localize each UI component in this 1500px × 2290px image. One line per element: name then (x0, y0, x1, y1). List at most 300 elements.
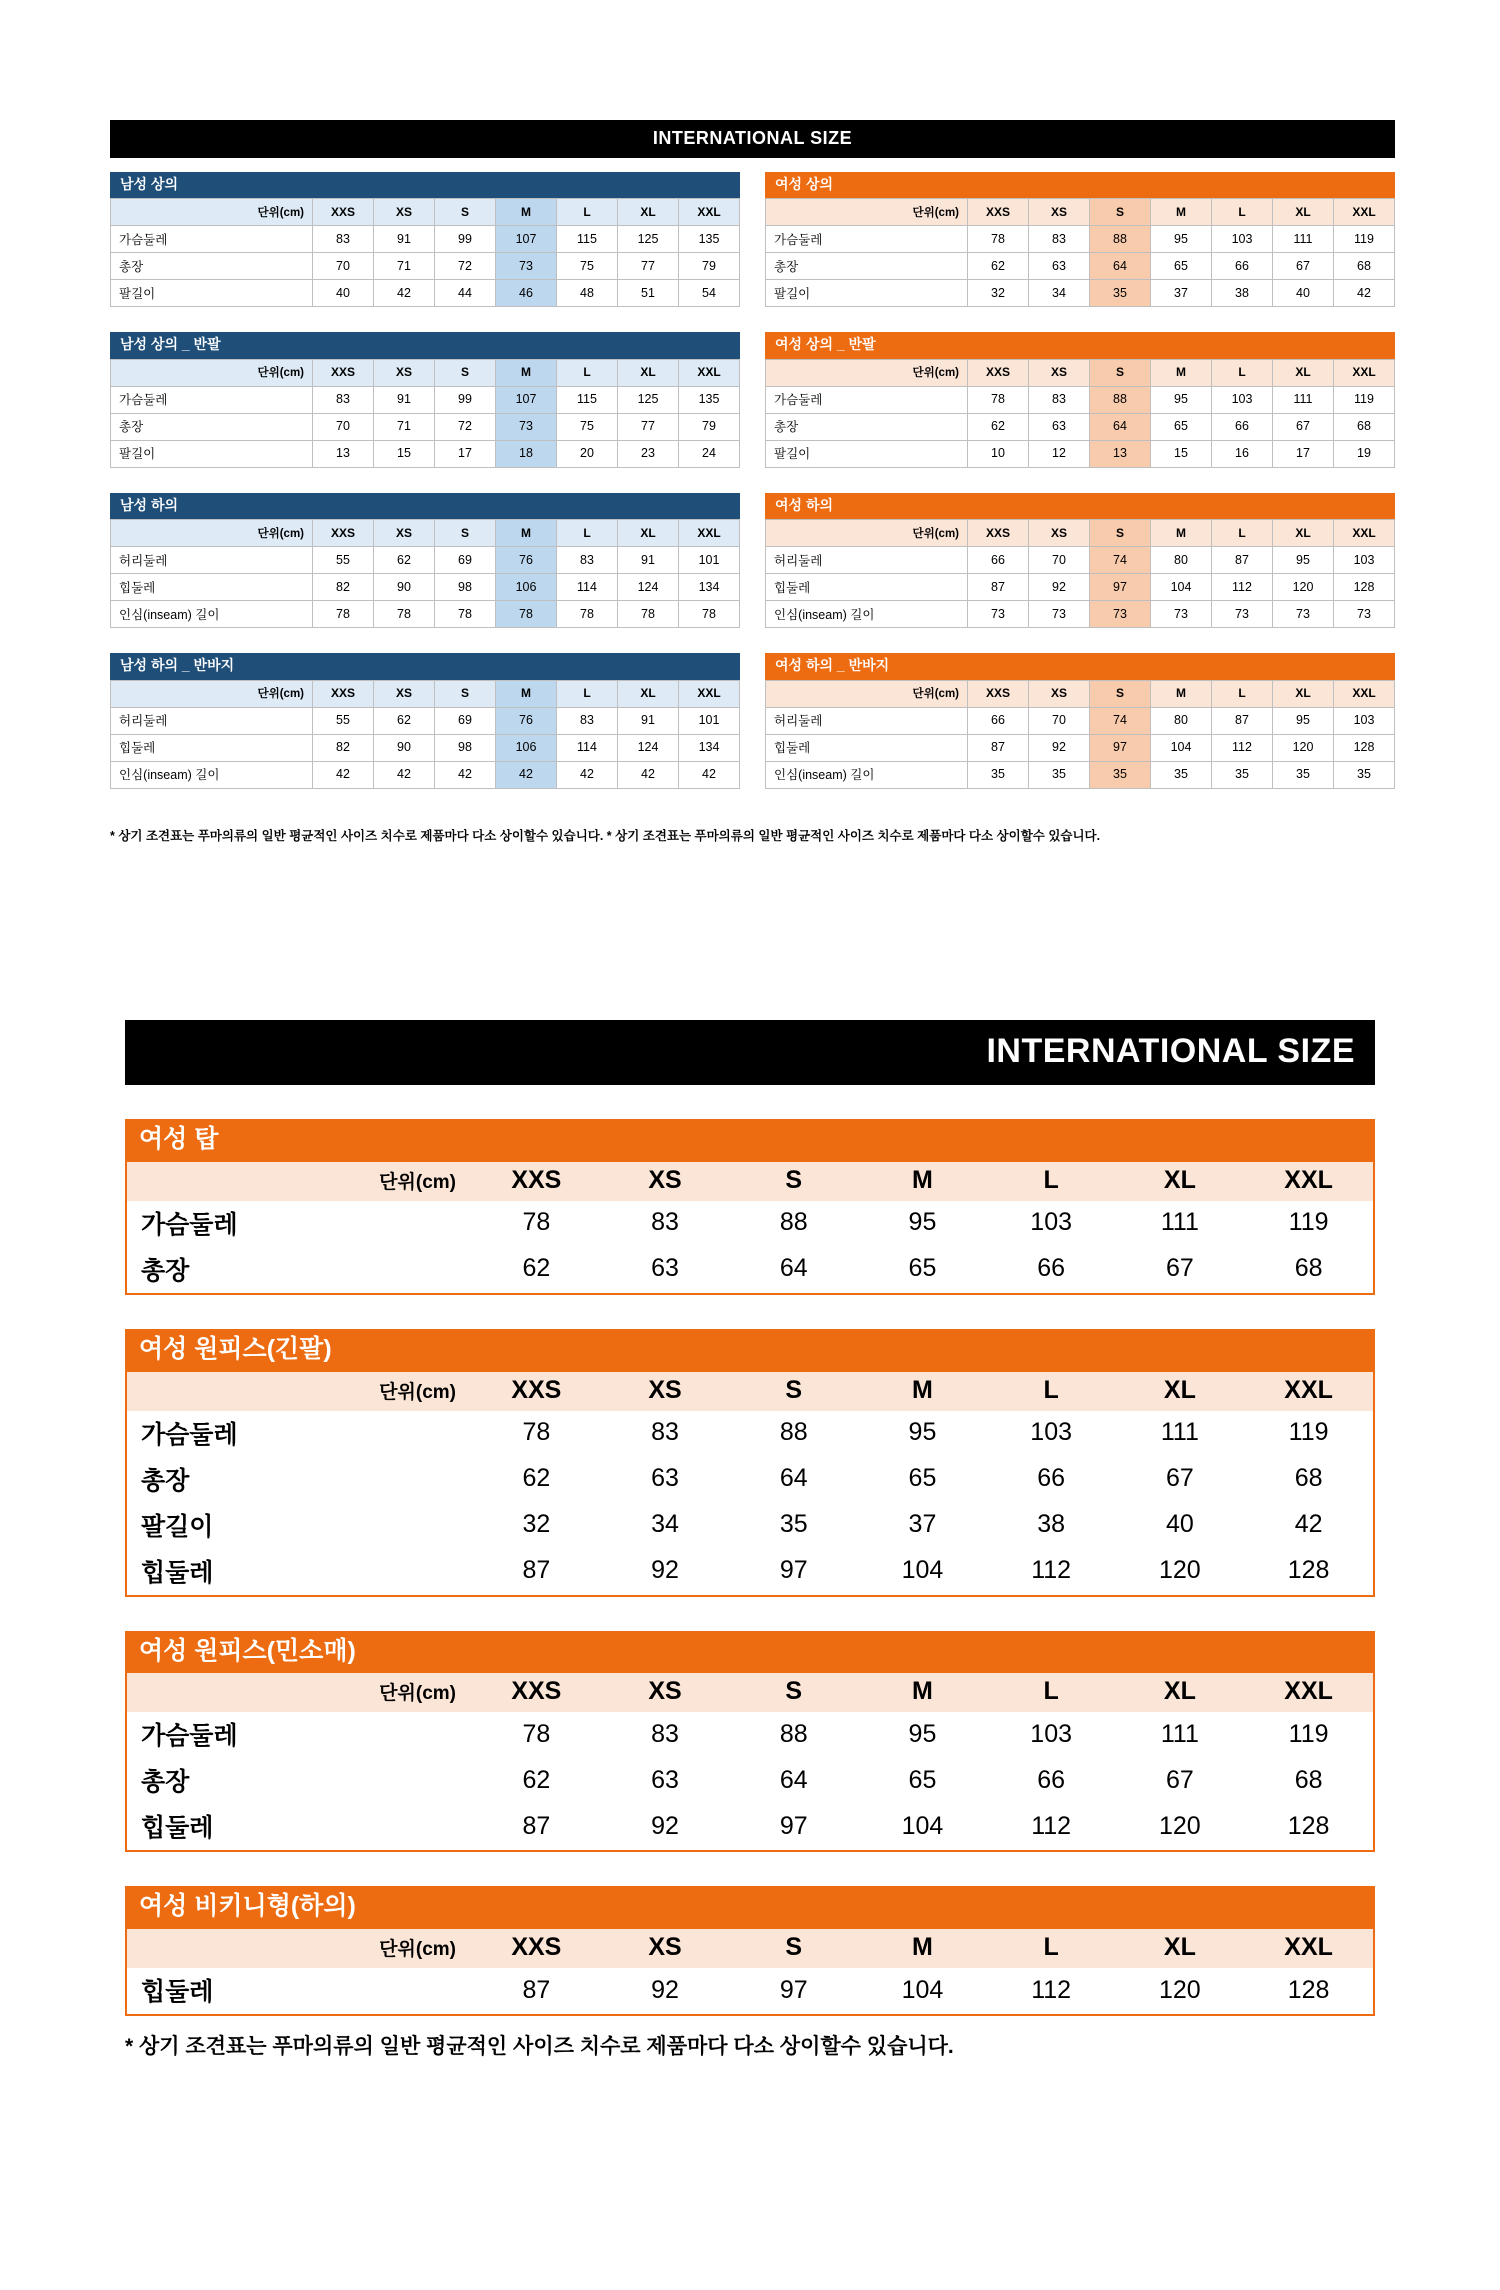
bottom-size-section (125, 1020, 1375, 2060)
measurement-cell: 78 (557, 601, 618, 628)
measurement-cell: 17 (435, 440, 496, 467)
measurement-cell: 42 (679, 761, 740, 788)
column-header-xs: XS (1029, 199, 1090, 226)
measurement-cell: 107 (496, 226, 557, 253)
measurement-cell: 72 (435, 253, 496, 280)
measurement-cell: 88 (1090, 226, 1151, 253)
measurement-cell: 103 (1212, 386, 1273, 413)
bottom-table-list (125, 1119, 1375, 2016)
column-header-s: S (435, 680, 496, 707)
measurement-cell: 83 (651, 1719, 679, 1748)
table-row (766, 547, 1395, 574)
column-header-l: L (987, 1673, 1116, 1712)
measurement-cell: 76 (496, 707, 557, 734)
measurement-cell: 73 (1090, 601, 1151, 628)
column-header-xxl: XXL (679, 520, 740, 547)
column-header-xxs: XXS (313, 199, 374, 226)
measurement-cell: 32 (522, 1510, 551, 1538)
table-row (766, 734, 1395, 761)
measurement-cell: 70 (313, 413, 374, 440)
size-table (110, 680, 740, 789)
table-header-row (127, 1372, 1373, 1411)
measurement-cell: 103 (1334, 707, 1395, 734)
column-header-xxl: XXL (679, 680, 740, 707)
table-row (766, 253, 1395, 280)
measurement-cell: 69 (435, 707, 496, 734)
big-size-table (127, 1929, 1373, 2014)
big-size-table (127, 1162, 1373, 1293)
table-row (127, 1758, 1373, 1804)
size-table-title: 남성 하의 _ 반바지 (110, 653, 740, 679)
table-header-row (111, 520, 740, 547)
measurement-cell: 87 (968, 734, 1029, 761)
table-header-row (127, 1673, 1373, 1712)
measurement-cell: 97 (1090, 574, 1151, 601)
size-table (765, 680, 1395, 789)
measurement-cell: 37 (908, 1510, 937, 1538)
row-label: 힙둘레 (111, 734, 313, 761)
column-header-xl: XL (1273, 199, 1334, 226)
big-size-table-block (125, 1119, 1375, 1295)
column-header-xl: XL (618, 359, 679, 386)
measurement-cell: 67 (1165, 1254, 1194, 1283)
measurement-cell: 40 (313, 280, 374, 307)
row-label: 허리둘레 (766, 547, 968, 574)
size-table-title: 여성 상의 (765, 172, 1395, 198)
measurement-cell: 35 (1090, 280, 1151, 307)
size-table (765, 198, 1395, 307)
column-header-xs: XS (601, 1929, 730, 1968)
measurement-cell: 103 (1030, 1719, 1073, 1748)
column-header-xs: XS (601, 1162, 730, 1201)
unit-label: 단위(cm) (766, 359, 968, 386)
table-row (111, 440, 740, 467)
measurement-cell: 106 (496, 574, 557, 601)
column-header-s: S (729, 1162, 858, 1201)
column-header-m: M (858, 1162, 987, 1201)
column-header-xs: XS (1029, 359, 1090, 386)
measurement-cell: 77 (618, 253, 679, 280)
row-label: 가슴둘레 (766, 386, 968, 413)
measurement-cell: 98 (435, 574, 496, 601)
column-header-xl: XL (1273, 520, 1334, 547)
column-header-xxl: XXL (1244, 1673, 1373, 1712)
measurement-cell: 120 (1159, 1556, 1201, 1584)
measurement-cell: 83 (651, 1418, 679, 1446)
column-header-xs: XS (374, 680, 435, 707)
column-header-xxs: XXS (472, 1372, 601, 1411)
row-label: 가슴둘레 (111, 386, 313, 413)
column-header-xxs: XXS (968, 359, 1029, 386)
measurement-cell: 40 (1165, 1510, 1194, 1538)
size-table (110, 519, 740, 628)
measurement-cell: 83 (1029, 226, 1090, 253)
table-row (766, 761, 1395, 788)
measurement-cell: 66 (1037, 1464, 1066, 1492)
table-header-row (111, 680, 740, 707)
table-row (766, 601, 1395, 628)
row-label: 팔길이 (141, 1512, 214, 1541)
table-row (111, 707, 740, 734)
measurement-cell: 95 (1151, 386, 1212, 413)
measurement-cell: 78 (618, 601, 679, 628)
size-table-title: 여성 상의 _ 반팔 (765, 332, 1395, 358)
row-label: 가슴둘레 (766, 226, 968, 253)
measurement-cell: 66 (1037, 1765, 1066, 1794)
measurement-cell: 51 (618, 280, 679, 307)
size-table (110, 198, 740, 307)
table-header-row (127, 1162, 1373, 1201)
measurement-cell: 20 (557, 440, 618, 467)
measurement-cell: 87 (522, 1811, 551, 1840)
measurement-cell: 83 (651, 1208, 679, 1237)
measurement-cell: 135 (679, 386, 740, 413)
measurement-cell: 67 (1273, 253, 1334, 280)
measurement-cell: 13 (313, 440, 374, 467)
table-header-row (766, 680, 1395, 707)
table-row (766, 386, 1395, 413)
table-header-row (766, 199, 1395, 226)
measurement-cell: 74 (1090, 707, 1151, 734)
measurement-cell: 62 (374, 707, 435, 734)
size-table-title: 남성 하의 (110, 493, 740, 519)
table-row (127, 1804, 1373, 1850)
measurement-cell: 101 (679, 707, 740, 734)
measurement-cell: 111 (1160, 1208, 1199, 1237)
measurement-cell: 67 (1165, 1765, 1194, 1794)
column-header-m: M (858, 1372, 987, 1411)
column-header-m: M (496, 199, 557, 226)
measurement-cell: 73 (968, 601, 1029, 628)
measurement-cell: 120 (1159, 1975, 1201, 2004)
measurement-cell: 114 (557, 734, 618, 761)
measurement-cell: 95 (908, 1418, 937, 1446)
top-left-column (110, 172, 740, 814)
column-header-l: L (1212, 520, 1273, 547)
measurement-cell: 115 (557, 226, 618, 253)
measurement-cell: 24 (679, 440, 740, 467)
measurement-cell: 42 (374, 280, 435, 307)
row-label: 힙둘레 (766, 734, 968, 761)
measurement-cell: 98 (435, 734, 496, 761)
column-header-xxl: XXL (1334, 680, 1395, 707)
row-label: 허리둘레 (111, 547, 313, 574)
measurement-cell: 78 (374, 601, 435, 628)
measurement-cell: 97 (779, 1975, 808, 2004)
column-header-xs: XS (601, 1372, 730, 1411)
measurement-cell: 92 (1029, 574, 1090, 601)
column-header-xxl: XXL (1244, 1372, 1373, 1411)
measurement-cell: 34 (1029, 280, 1090, 307)
measurement-cell: 10 (968, 440, 1029, 467)
table-row (111, 386, 740, 413)
row-label: 총장 (766, 253, 968, 280)
measurement-cell: 67 (1273, 413, 1334, 440)
column-header-xxs: XXS (472, 1929, 601, 1968)
measurement-cell: 42 (557, 761, 618, 788)
row-label: 총장 (766, 413, 968, 440)
big-size-table (127, 1372, 1373, 1595)
measurement-cell: 92 (651, 1811, 679, 1840)
measurement-cell: 88 (779, 1208, 808, 1237)
measurement-cell: 23 (618, 440, 679, 467)
size-table (765, 359, 1395, 468)
row-label: 총장 (111, 253, 313, 280)
table-row (766, 707, 1395, 734)
size-table-block (765, 493, 1395, 628)
measurement-cell: 66 (968, 707, 1029, 734)
big-size-table-title: 여성 원피스(긴팔) (127, 1329, 1373, 1372)
measurement-cell: 68 (1294, 1254, 1323, 1283)
measurement-cell: 134 (679, 734, 740, 761)
column-header-xxs: XXS (313, 359, 374, 386)
measurement-cell: 73 (496, 413, 557, 440)
measurement-cell: 78 (968, 386, 1029, 413)
measurement-cell: 71 (374, 253, 435, 280)
big-size-table-title: 여성 원피스(민소매) (127, 1631, 1373, 1674)
measurement-cell: 13 (1090, 440, 1151, 467)
column-header-xxl: XXL (679, 199, 740, 226)
measurement-cell: 128 (1334, 574, 1395, 601)
measurement-cell: 95 (1273, 547, 1334, 574)
column-header-xl: XL (618, 199, 679, 226)
measurement-cell: 88 (779, 1719, 808, 1748)
measurement-cell: 103 (1334, 547, 1395, 574)
measurement-cell: 66 (1212, 413, 1273, 440)
table-header-row (766, 520, 1395, 547)
unit-label: 단위(cm) (127, 1673, 472, 1712)
row-label: 가슴둘레 (141, 1210, 238, 1239)
measurement-cell: 90 (374, 574, 435, 601)
column-header-s: S (1090, 199, 1151, 226)
measurement-cell: 119 (1288, 1208, 1329, 1237)
column-header-xl: XL (618, 520, 679, 547)
measurement-cell: 79 (679, 413, 740, 440)
measurement-cell: 55 (313, 547, 374, 574)
row-label: 총장 (141, 1466, 190, 1495)
measurement-cell: 95 (908, 1719, 937, 1748)
column-header-xxl: XXL (1244, 1162, 1373, 1201)
column-header-s: S (729, 1372, 858, 1411)
size-table-block (765, 172, 1395, 307)
column-header-s: S (435, 520, 496, 547)
column-header-m: M (858, 1929, 987, 1968)
measurement-cell: 72 (435, 413, 496, 440)
column-header-m: M (1151, 199, 1212, 226)
measurement-cell: 35 (1090, 761, 1151, 788)
measurement-cell: 66 (1037, 1254, 1066, 1283)
measurement-cell: 112 (1212, 734, 1273, 761)
top-banner-international-size: INTERNATIONAL SIZE (110, 120, 1395, 158)
measurement-cell: 68 (1334, 413, 1395, 440)
column-header-s: S (729, 1673, 858, 1712)
column-header-s: S (435, 199, 496, 226)
measurement-cell: 15 (374, 440, 435, 467)
measurement-cell: 19 (1334, 440, 1395, 467)
column-header-s: S (1090, 359, 1151, 386)
measurement-cell: 62 (522, 1254, 551, 1283)
table-row (111, 226, 740, 253)
measurement-cell: 83 (313, 386, 374, 413)
measurement-cell: 42 (435, 761, 496, 788)
column-header-xs: XS (374, 359, 435, 386)
column-header-xs: XS (374, 520, 435, 547)
measurement-cell: 111 (1160, 1719, 1199, 1748)
row-label: 총장 (111, 413, 313, 440)
table-row (127, 1968, 1373, 2014)
measurement-cell: 101 (679, 547, 740, 574)
unit-label: 단위(cm) (111, 680, 313, 707)
top-table-columns (110, 172, 1395, 814)
measurement-cell: 104 (901, 1975, 944, 2004)
column-header-xxl: XXL (1244, 1929, 1373, 1968)
measurement-cell: 64 (779, 1254, 808, 1283)
measurement-cell: 73 (1334, 601, 1395, 628)
measurement-cell: 99 (435, 226, 496, 253)
measurement-cell: 38 (1212, 280, 1273, 307)
measurement-cell: 83 (557, 707, 618, 734)
measurement-cell: 64 (779, 1464, 808, 1492)
column-header-l: L (557, 359, 618, 386)
measurement-cell: 76 (496, 547, 557, 574)
measurement-cell: 83 (313, 226, 374, 253)
top-right-column (765, 172, 1395, 814)
measurement-cell: 66 (1212, 253, 1273, 280)
measurement-cell: 38 (1037, 1510, 1066, 1538)
measurement-cell: 42 (1294, 1510, 1323, 1538)
row-label: 가슴둘레 (141, 1722, 238, 1751)
measurement-cell: 70 (313, 253, 374, 280)
measurement-cell: 62 (374, 547, 435, 574)
measurement-cell: 91 (374, 226, 435, 253)
top-size-section (110, 120, 1395, 844)
size-table-title: 남성 상의 _ 반팔 (110, 332, 740, 358)
column-header-l: L (987, 1929, 1116, 1968)
measurement-cell: 73 (1151, 601, 1212, 628)
row-label: 팔길이 (766, 440, 968, 467)
big-size-table-block (125, 1631, 1375, 1853)
measurement-cell: 35 (1212, 761, 1273, 788)
column-header-xl: XL (1273, 680, 1334, 707)
measurement-cell: 87 (1212, 707, 1273, 734)
measurement-cell: 87 (1212, 547, 1273, 574)
measurement-cell: 64 (1090, 413, 1151, 440)
measurement-cell: 97 (1090, 734, 1151, 761)
table-row (111, 734, 740, 761)
measurement-cell: 42 (374, 761, 435, 788)
measurement-cell: 77 (618, 413, 679, 440)
column-header-l: L (557, 199, 618, 226)
measurement-cell: 120 (1273, 574, 1334, 601)
row-label: 인심(inseam) 길이 (766, 601, 968, 628)
measurement-cell: 125 (618, 226, 679, 253)
size-table-block (110, 493, 740, 628)
measurement-cell: 69 (435, 547, 496, 574)
measurement-cell: 63 (651, 1464, 679, 1492)
measurement-cell: 83 (1029, 386, 1090, 413)
measurement-cell: 120 (1273, 734, 1334, 761)
measurement-cell: 104 (901, 1811, 944, 1840)
column-header-s: S (1090, 520, 1151, 547)
column-header-xxs: XXS (313, 680, 374, 707)
row-label: 인심(inseam) 길이 (766, 761, 968, 788)
row-label: 총장 (141, 1256, 190, 1285)
measurement-cell: 12 (1029, 440, 1090, 467)
measurement-cell: 63 (1029, 413, 1090, 440)
measurement-cell: 111 (1273, 386, 1334, 413)
measurement-cell: 46 (496, 280, 557, 307)
measurement-cell: 68 (1334, 253, 1395, 280)
measurement-cell: 95 (1273, 707, 1334, 734)
column-header-m: M (496, 520, 557, 547)
measurement-cell: 112 (1031, 1556, 1072, 1584)
column-header-xs: XS (601, 1673, 730, 1712)
measurement-cell: 111 (1160, 1418, 1199, 1446)
column-header-m: M (1151, 520, 1212, 547)
measurement-cell: 134 (679, 574, 740, 601)
measurement-cell: 73 (1212, 601, 1273, 628)
measurement-cell: 68 (1294, 1464, 1323, 1492)
column-header-l: L (557, 520, 618, 547)
column-header-s: S (435, 359, 496, 386)
big-size-table-title: 여성 탑 (127, 1119, 1373, 1162)
measurement-cell: 135 (679, 226, 740, 253)
column-header-xxs: XXS (968, 199, 1029, 226)
table-row (766, 280, 1395, 307)
measurement-cell: 67 (1165, 1464, 1194, 1492)
row-label: 힙둘레 (141, 1978, 214, 2006)
table-header-row (111, 199, 740, 226)
size-table-title: 여성 하의 _ 반바지 (765, 653, 1395, 679)
column-header-xxs: XXS (968, 520, 1029, 547)
measurement-cell: 91 (618, 707, 679, 734)
size-table-block (765, 653, 1395, 788)
measurement-cell: 42 (496, 761, 557, 788)
column-header-xxl: XXL (1334, 359, 1395, 386)
measurement-cell: 78 (313, 601, 374, 628)
measurement-cell: 78 (435, 601, 496, 628)
measurement-cell: 88 (779, 1418, 808, 1446)
measurement-cell: 75 (557, 253, 618, 280)
measurement-cell: 35 (968, 761, 1029, 788)
measurement-cell: 54 (679, 280, 740, 307)
size-table-block (110, 332, 740, 467)
unit-label: 단위(cm) (127, 1162, 472, 1201)
measurement-cell: 62 (522, 1464, 551, 1492)
column-header-l: L (1212, 359, 1273, 386)
measurement-cell: 104 (1151, 574, 1212, 601)
row-label: 팔길이 (111, 280, 313, 307)
table-row (127, 1549, 1373, 1595)
measurement-cell: 119 (1334, 386, 1395, 413)
measurement-cell: 88 (1090, 386, 1151, 413)
measurement-cell: 40 (1273, 280, 1334, 307)
column-header-xl: XL (1116, 1372, 1245, 1411)
measurement-cell: 48 (557, 280, 618, 307)
column-header-xxl: XXL (1334, 520, 1395, 547)
measurement-cell: 66 (968, 547, 1029, 574)
measurement-cell: 114 (557, 574, 618, 601)
row-label: 가슴둘레 (141, 1420, 238, 1449)
column-header-m: M (1151, 680, 1212, 707)
measurement-cell: 82 (313, 574, 374, 601)
table-row (111, 413, 740, 440)
measurement-cell: 103 (1030, 1418, 1073, 1446)
unit-label: 단위(cm) (127, 1929, 472, 1968)
row-label: 팔길이 (111, 440, 313, 467)
measurement-cell: 42 (313, 761, 374, 788)
row-label: 총장 (141, 1768, 190, 1797)
